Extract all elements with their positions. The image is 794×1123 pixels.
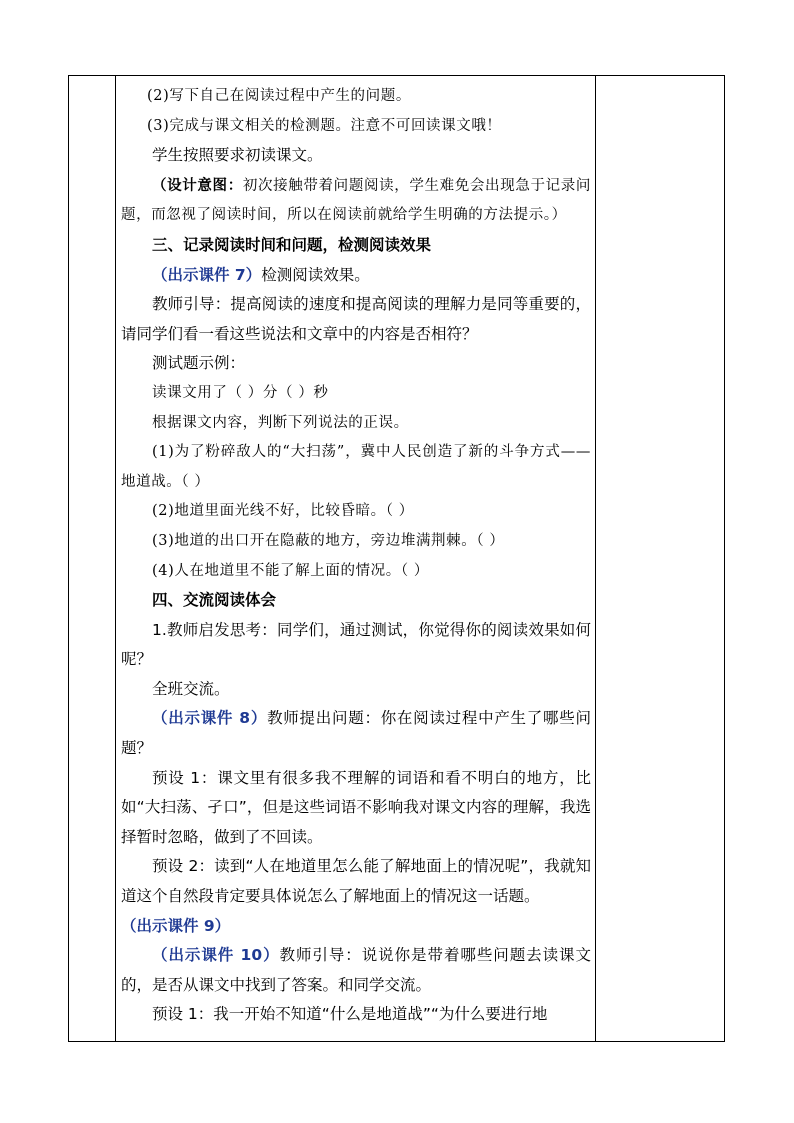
text-line: 学生按照要求初读课文。 [152, 146, 323, 165]
text-line: 测试题示例： [152, 354, 246, 373]
courseware-tag: （出示课件 9） [121, 916, 231, 935]
text-line: (3)完成与课文相关的检测题。注意不可回读课文哦！ [147, 117, 502, 134]
text-line: （出示课件 8）教师提出问题：你在阅读过程中产生了哪些问题？ [121, 709, 591, 758]
text-line: 预设 2：读到“人在地道里怎么能了解地面上的情况呢”，我就知道这个自然段肯定要具体说怎么了解地面上的情况这一话题。 [121, 857, 591, 906]
text-line: (2)地道里面光线不好，比较昏暗。（ ） [152, 503, 414, 520]
text-line: 1.教师启发思考：同学们，通过测试，你觉得你的阅读效果如何呢？ [121, 620, 591, 669]
text-line: 预设 1：我一开始不知道“什么是地道战”“为什么要进行地 [152, 1005, 548, 1024]
text-line: 教师引导：提高阅读的速度和提高阅读的理解力是同等重要的，请同学们看一看这些说法和文章中的内容是否相符？ [121, 295, 591, 343]
text-line: (1)为了粉碎敌人的“大扫荡”，冀中人民创造了新的斗争方式——地道战。（ ） [121, 444, 591, 490]
text-line: (3)地道的出口开在隐蔽的地方，旁边堆满荆棘。（ ） [152, 532, 505, 549]
courseware-tag: （出示课件 8） [152, 709, 268, 728]
text-line: （出示课件 7）检测阅读效果。 [152, 265, 370, 284]
design-intent-label: （设计意图： [152, 176, 243, 194]
column-divider [115, 76, 116, 1041]
section-heading: 四、交流阅读体会 [152, 591, 277, 610]
courseware-tag: （出示课件 10） [152, 946, 280, 965]
design-intent: （设计意图：初次接触带着问题阅读，学生难免会出现急于记录问题，而忽视了阅读时间，所以在阅读前就给学生明确的方法提示。） [121, 176, 591, 224]
courseware-tag: （出示课件 7） [152, 265, 262, 284]
text-line: 根据课文内容，判断下列说法的正误。 [152, 414, 409, 431]
section-heading: 三、记录阅读时间和问题，检测阅读效果 [152, 235, 432, 254]
text-line: (4)人在地道里不能了解上面的情况。（ ） [152, 562, 429, 579]
lesson-content [121, 80, 591, 1030]
text-line: (2)写下自己在阅读过程中产生的问题。 [147, 88, 411, 104]
text-line: （出示课件 10）教师引导：说说你是带着哪些问题去读课文的，是否从课文中找到了答案。和同学交流。 [121, 946, 591, 994]
column-divider [595, 76, 596, 1041]
text-line [121, 912, 591, 942]
text-line: 预设 1：课文里有很多我不理解的词语和看不明白的地方，比如“大扫荡、孑口”，但是这些词语不影响我对课文内容的理解，我选择暂时忽略，做到了不回读。 [121, 768, 591, 846]
text-line: 全班交流。 [152, 679, 230, 698]
text-line: 读课文用了（ ）分（ ）秒 [152, 384, 329, 401]
